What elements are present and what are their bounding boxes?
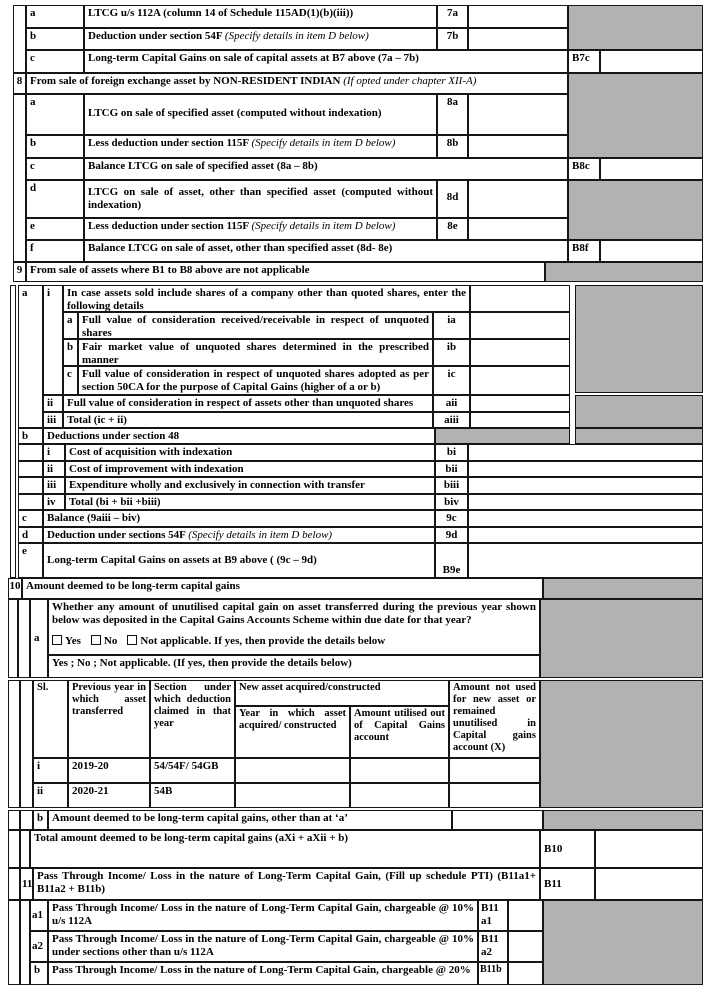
- row-7a-value[interactable]: [468, 5, 568, 28]
- row-9ai-label: In case assets sold include shares of a company other than quoted shares, enter the following details: [63, 285, 470, 312]
- row-10b-letter: b: [33, 810, 48, 830]
- spacer-cell: [20, 900, 30, 985]
- row-aiii-value[interactable]: [470, 412, 570, 428]
- spacer-cell: [20, 810, 33, 830]
- spacer-cell: [18, 444, 43, 461]
- row-ia-sub: a: [63, 312, 78, 339]
- checkbox-line: [52, 635, 536, 648]
- row-11-code: B11: [540, 868, 595, 900]
- no-checkbox-label: No: [103, 635, 118, 647]
- disabled-area: [540, 680, 703, 808]
- row-10b-label: Amount deemed to be long-term capital gains, other than at ‘a’: [48, 810, 452, 830]
- row-a1-value[interactable]: [508, 900, 543, 931]
- row-9d-code: 9d: [435, 527, 468, 543]
- row-8f-label: Balance LTCG on sale of asset, other than specified asset (8d- 8e): [84, 240, 568, 262]
- row-8f-value[interactable]: [600, 240, 703, 262]
- sl-header-new-asset: New asset acquired/constructed: [235, 680, 449, 706]
- row-9ai-sub: i: [43, 285, 63, 395]
- row-ia-code: ia: [433, 312, 470, 339]
- row-a2-letter: a2: [30, 931, 48, 962]
- sl-header-sl: Sl.: [33, 680, 68, 758]
- spacer-cell: [13, 94, 26, 262]
- disabled-area: [543, 578, 703, 599]
- spacer-cell: [18, 461, 43, 477]
- row-7a-label: LTCG u/s 112A (column 14 of Schedule 115AD(1)(b)(iii)): [84, 5, 437, 28]
- row-B10-value[interactable]: [595, 830, 703, 868]
- row-9e-label: Long-term Capital Gains on assets at B9 above ( (9c – 9d): [43, 543, 435, 578]
- spacer-cell: [8, 680, 20, 808]
- row-ib-sub: b: [63, 339, 78, 366]
- row-bi-label: Cost of acquisition with indexation: [65, 444, 435, 461]
- row-10b-value[interactable]: [452, 810, 543, 830]
- row-ib-label: Fair market value of unquoted shares determined in the prescribed manner: [78, 339, 433, 366]
- row-biv-sub: iv: [43, 494, 65, 510]
- not-applicable-checkbox[interactable]: [127, 635, 137, 645]
- sl-header-year-acquired: Year in which asset acquired/ constructed: [235, 706, 350, 758]
- no-checkbox[interactable]: [91, 635, 101, 645]
- row-8b-note: (Specify details in item D below): [251, 137, 396, 149]
- sl-header-amount-utilised: Amount utilised out of Capital Gains account: [350, 706, 449, 758]
- spacer-cell: [8, 868, 20, 900]
- disabled-area: [568, 5, 703, 50]
- row-8b-label: Less deduction under section 115F (Specify details in item D below): [84, 135, 437, 158]
- yes-checkbox-label: Yes: [65, 635, 81, 647]
- row-aiii-sub: iii: [43, 412, 63, 428]
- row-10a-letter: a: [30, 599, 48, 678]
- row-7c-code: B7c: [568, 50, 600, 73]
- row-8c-value[interactable]: [600, 158, 703, 180]
- row-b48-letter: b: [18, 428, 43, 444]
- row-8e-value[interactable]: [468, 218, 568, 240]
- row-7b-value[interactable]: [468, 28, 568, 50]
- row-a2-value[interactable]: [508, 931, 543, 962]
- sl-header-section: Section under which deduction claimed in that year: [150, 680, 235, 758]
- row-aii-code: aii: [433, 395, 470, 412]
- row-11-label: Pass Through Income/ Loss in the nature of Long-Term Capital Gain, (Fill up schedule PTI) (B11a1+ B11a2 + B11b): [33, 868, 540, 900]
- row-11b-value[interactable]: [508, 962, 543, 985]
- row-8d-label: LTCG on sale of asset, other than specified asset (computed without indexation): [84, 180, 437, 218]
- row-ic-code: ic: [433, 366, 470, 395]
- row-7a-code: 7a: [437, 5, 468, 28]
- disabled-area: [543, 810, 703, 830]
- row-B10-code: B10: [540, 830, 595, 868]
- spacer-cell: [8, 900, 20, 985]
- row-7c-value[interactable]: [600, 50, 703, 73]
- row-aiii-label: Total (ic + ii): [63, 412, 433, 428]
- row-biv-code: biv: [435, 494, 468, 510]
- row-8f-letter: f: [26, 240, 84, 262]
- row-8a-letter: a: [26, 94, 84, 135]
- row-9a-letter: a: [18, 285, 43, 428]
- row-8-number: 8: [13, 73, 26, 94]
- row-7b-label: Deduction under section 54F (Specify details in item D below): [84, 28, 437, 50]
- row-8e-label: Less deduction under section 115F (Specify details in item D below): [84, 218, 437, 240]
- row-7c-label: Long-term Capital Gains on sale of capital assets at B7 above (7a – 7b): [84, 50, 568, 73]
- row-8c-label: Balance LTCG on sale of specified asset (8a – 8b): [84, 158, 568, 180]
- spacer-cell: [18, 477, 43, 494]
- row-11-value[interactable]: [595, 868, 703, 900]
- row-bi-code: bi: [435, 444, 468, 461]
- row-biii-sub: iii: [43, 477, 65, 494]
- row-bii-value[interactable]: [468, 461, 703, 477]
- row-8f-code: B8f: [568, 240, 600, 262]
- yes-checkbox[interactable]: [52, 635, 62, 645]
- row-9d-value[interactable]: [468, 527, 703, 543]
- row-8b-letter: b: [26, 135, 84, 158]
- row-bi-sub: i: [43, 444, 65, 461]
- row-aii-sub: ii: [43, 395, 63, 412]
- row-9d-note: (Specify details in item D below): [188, 529, 333, 541]
- row-8b-value[interactable]: [468, 135, 568, 158]
- disabled-area: [435, 428, 570, 444]
- row-8e-note: (Specify details in item D below): [251, 220, 396, 232]
- sl-row-ii-year-acquired[interactable]: [235, 783, 350, 808]
- disabled-area: [575, 395, 703, 428]
- row-8d-value[interactable]: [468, 180, 568, 218]
- disabled-area: [540, 599, 703, 678]
- row-bii-sub: ii: [43, 461, 65, 477]
- row-8-note: (If opted under chapter XII-A): [343, 75, 477, 87]
- row-11-number: 11: [20, 868, 33, 900]
- row-b48-label: Deductions under section 48: [43, 428, 435, 444]
- row-ic-value[interactable]: [470, 366, 570, 395]
- spacer-cell: [20, 680, 33, 808]
- row-9ai-value[interactable]: [470, 285, 570, 312]
- sl-row-ii-amount-utilised[interactable]: [350, 783, 449, 808]
- row-7a-letter: a: [26, 5, 84, 28]
- row-10-number: 10: [8, 578, 22, 599]
- sl-row-i-amount-utilised[interactable]: [350, 758, 449, 783]
- row-11b-label: Pass Through Income/ Loss in the nature of Long-Term Capital Gain, chargeable @ 20%: [48, 962, 478, 985]
- row-8a-code: 8a: [437, 94, 468, 135]
- row-8d-code: 8d: [437, 180, 468, 218]
- row-biv-label: Total (bi + bii +biii): [65, 494, 435, 510]
- row-ib-code: ib: [433, 339, 470, 366]
- row-ia-value[interactable]: [470, 312, 570, 339]
- row-9e-value[interactable]: [468, 543, 703, 578]
- row-9e-letter: e: [18, 543, 43, 578]
- sl-row-ii-previous-year: 2020-21: [68, 783, 150, 808]
- row-8d-letter: d: [26, 180, 84, 218]
- row-a1-code: B11 a1: [478, 900, 508, 931]
- row-bii-code: bii: [435, 461, 468, 477]
- row-9c-value[interactable]: [468, 510, 703, 527]
- spacer-cell: [10, 285, 16, 578]
- spacer-cell: [8, 599, 18, 678]
- row-bi-value[interactable]: [468, 444, 703, 461]
- row-aii-value[interactable]: [470, 395, 570, 412]
- row-11b-code: B11b: [478, 962, 508, 985]
- row-biii-label: Expenditure wholly and exclusively in connection with transfer: [65, 477, 435, 494]
- row-9c-letter: c: [18, 510, 43, 527]
- disabled-area: [545, 262, 703, 282]
- row-ic-sub: c: [63, 366, 78, 395]
- row-7c-letter: c: [26, 50, 84, 73]
- row-9d-letter: d: [18, 527, 43, 543]
- disabled-area: [575, 428, 703, 444]
- row-8c-code: B8c: [568, 158, 600, 180]
- row-9-label: From sale of assets where B1 to B8 above are not applicable: [26, 262, 545, 282]
- sl-header-previous-year: Previous year in which asset transferred: [68, 680, 150, 758]
- question-text: Whether any amount of unutilised capital gain on asset transferred during the previous year shown below was deposited in the Capital Gains Accounts Scheme within due date for that year?: [52, 601, 536, 626]
- sl-row-i-previous-year: 2019-20: [68, 758, 150, 783]
- disabled-area: [543, 900, 703, 985]
- not-applicable-checkbox-label: Not applicable. If yes, then provide the details below: [140, 635, 386, 647]
- row-biv-value[interactable]: [468, 494, 703, 510]
- disabled-area: [568, 73, 703, 158]
- sl-row-i-section: 54/54F/ 54GB: [150, 758, 235, 783]
- row-ic-label: Full value of consideration in respect of unquoted shares adopted as per section 50CA for the purpose of Capital Gains (higher of a or b): [78, 366, 433, 395]
- row-a2-code: B11 a2: [478, 931, 508, 962]
- row-a2-label: Pass Through Income/ Loss in the nature of Long-Term Capital Gain, chargeable @ 10% under sections other than u/s 112A: [48, 931, 478, 962]
- sl-row-ii-index: ii: [33, 783, 68, 808]
- row-10a-question: [48, 599, 540, 655]
- row-8a-value[interactable]: [468, 94, 568, 135]
- row-10-label: Amount deemed to be long-term capital gains: [22, 578, 543, 599]
- row-7b-code: 7b: [437, 28, 468, 50]
- sl-row-i-index: i: [33, 758, 68, 783]
- row-9-number: 9: [13, 262, 26, 282]
- disabled-area: [568, 180, 703, 240]
- row-9c-label: Balance (9aiii – biv): [43, 510, 435, 527]
- row-biii-code: biii: [435, 477, 468, 494]
- row-B10-label: Total amount deemed to be long-term capital gains (aXi + aXii + b): [30, 830, 540, 868]
- row-a1-letter: a1: [30, 900, 48, 931]
- row-ib-value[interactable]: [470, 339, 570, 366]
- disabled-area: [575, 285, 703, 393]
- row-8e-letter: e: [26, 218, 84, 240]
- spacer-cell: [20, 830, 30, 868]
- spacer-cell: [13, 5, 26, 73]
- sl-row-i-year-acquired[interactable]: [235, 758, 350, 783]
- spacer-cell: [8, 810, 20, 830]
- row-ia-label: Full value of consideration received/receivable in respect of unquoted shares: [78, 312, 433, 339]
- row-10a-answer[interactable]: Yes ; No ; Not applicable. (If yes, then provide the details below): [48, 655, 540, 678]
- row-11b-letter: b: [30, 962, 48, 985]
- sl-row-ii-amount-not-used[interactable]: [449, 783, 540, 808]
- row-aiii-code: aiii: [433, 412, 470, 428]
- sl-header-amount-not-used: Amount not used for new asset or remained unutilised in Capital gains account (X): [449, 680, 540, 758]
- row-9c-code: 9c: [435, 510, 468, 527]
- row-9e-code: B9e: [435, 543, 468, 578]
- row-8c-letter: c: [26, 158, 84, 180]
- row-7b-letter: b: [26, 28, 84, 50]
- spacer-cell: [18, 599, 30, 678]
- sl-row-ii-section: 54B: [150, 783, 235, 808]
- spacer-cell: [8, 830, 20, 868]
- row-8-label: From sale of foreign exchange asset by NON-RESIDENT INDIAN (If opted under chapter XII-A): [26, 73, 568, 94]
- sl-row-i-amount-not-used[interactable]: [449, 758, 540, 783]
- row-9d-label: Deduction under sections 54F (Specify details in item D below): [43, 527, 435, 543]
- spacer-cell: [18, 494, 43, 510]
- row-aii-label: Full value of consideration in respect of assets other than unquoted shares: [63, 395, 433, 412]
- row-8e-code: 8e: [437, 218, 468, 240]
- row-7b-note: (Specify details in item D below): [224, 30, 369, 42]
- row-biii-value[interactable]: [468, 477, 703, 494]
- row-a1-label: Pass Through Income/ Loss in the nature of Long-Term Capital Gain, chargeable @ 10% u/s 112A: [48, 900, 478, 931]
- row-8b-code: 8b: [437, 135, 468, 158]
- row-bii-label: Cost of improvement with indexation: [65, 461, 435, 477]
- row-8a-label: LTCG on sale of specified asset (computed without indexation): [84, 94, 437, 135]
